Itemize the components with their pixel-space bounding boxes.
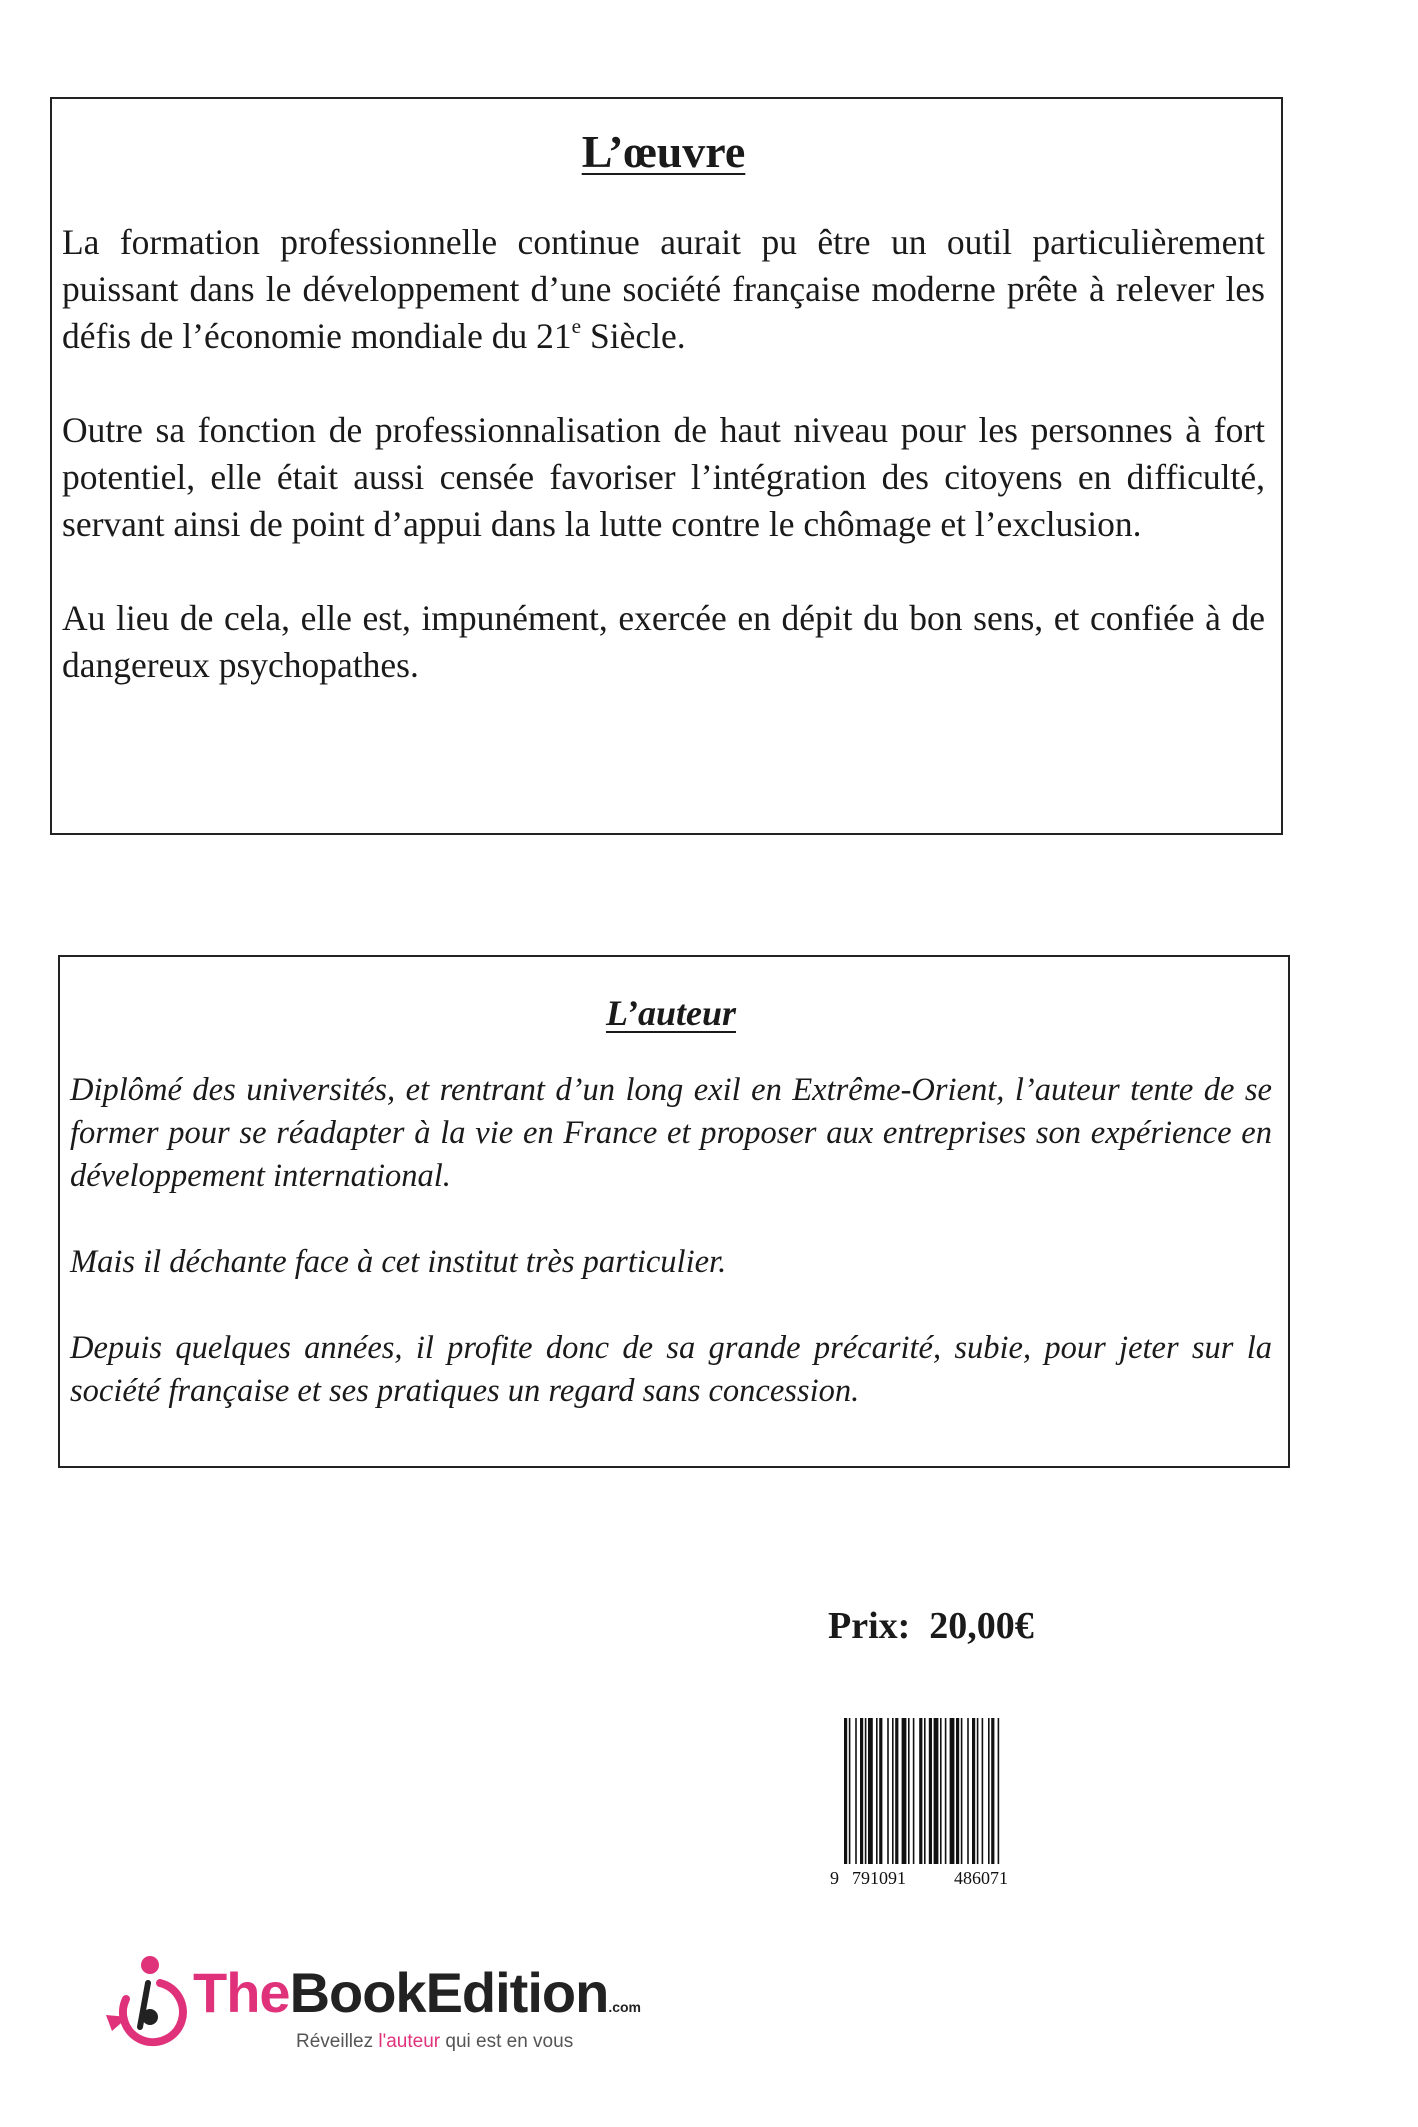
logo-wordmark: [193, 1963, 641, 2037]
barcode-bar: [977, 1718, 979, 1864]
barcode-group-1: 791091: [852, 1868, 906, 1888]
barcode-bar: [991, 1718, 994, 1864]
barcode-bar: [913, 1718, 915, 1864]
logo-the: The: [193, 1961, 290, 2024]
oeuvre-title: L’œuvre: [581, 126, 746, 177]
barcode-bar: [876, 1718, 878, 1864]
isbn-barcode: [830, 1718, 1052, 1888]
barcode-bar: [849, 1718, 851, 1864]
barcode-bar: [919, 1718, 922, 1864]
barcode-bar: [865, 1718, 867, 1864]
barcode-bar: [844, 1718, 847, 1864]
barcode-bar: [940, 1718, 942, 1864]
oeuvre-box: [50, 97, 1283, 835]
barcode-bar: [929, 1718, 932, 1864]
barcode-group-2: 486071: [954, 1868, 1008, 1888]
barcode-bar: [855, 1718, 857, 1864]
barcode-bar: [887, 1718, 889, 1864]
auteur-paragraph-1: Diplômé des universités, et rentrant d’un long exil en Extrême-Orient, l’auteur tente de se former pour se réadapter à la vie en France et proposer aux entreprises son expérience en développement international.: [70, 1072, 1272, 1194]
oeuvre-paragraph-3: Au lieu de cela, elle est, impunément, exercée en dépit du bon sens, et confiée à de dangereux psychopathes.: [62, 598, 1265, 685]
barcode-bar: [908, 1718, 910, 1864]
auteur-paragraph-3: Depuis quelques années, il profite donc de sa grande précarité, subie, pour jeter sur la société française et ses pratiques un regard sans concession.: [70, 1330, 1272, 1409]
logo-bookedition: BookEdition: [289, 1961, 609, 2024]
century-superscript: e: [571, 314, 582, 339]
logo-com: .com: [608, 1999, 641, 2015]
barcode-bar: [895, 1718, 898, 1864]
oeuvre-paragraph-1-text: La formation professionnelle continue aurait pu être un outil particulièrement puissant dans le développement d’une société française moderne prête à relever les défis de l’économie mondiale du 21: [62, 222, 1265, 356]
barcode-bar: [934, 1718, 939, 1864]
barcode-bar: [860, 1718, 863, 1864]
barcode-bars: [844, 1718, 999, 1864]
auteur-title: L’auteur: [605, 993, 737, 1033]
barcode-bar: [892, 1718, 894, 1864]
logo-tagline: [296, 2031, 573, 2053]
oeuvre-paragraph-2: Outre sa fonction de professionnalisation de haut niveau pour les personnes à fort potentiel, elle était aussi censée favoriser l’intégration des citoyens en difficulté, servant ainsi de point d’appui dans la lutte contre le chômage et l’exclusion.: [62, 410, 1265, 544]
barcode-bar: [967, 1718, 969, 1864]
barcode-bar: [956, 1718, 959, 1864]
thebookedition-logo: [98, 1955, 678, 2065]
tagline-highlight: l'auteur: [378, 2031, 441, 2052]
oeuvre-paragraph-1-end: Siècle.: [581, 316, 686, 356]
barcode-bar: [950, 1718, 955, 1864]
price-label: Prix: 20,00€: [828, 1605, 1034, 1647]
tagline-start: Réveillez: [296, 2031, 379, 2052]
barcode-bar: [924, 1718, 926, 1864]
barcode-bar: [868, 1718, 873, 1864]
auteur-box: [58, 955, 1290, 1468]
barcode-bar: [998, 1718, 1000, 1864]
barcode-bar: [902, 1718, 907, 1864]
barcode-bar: [972, 1718, 975, 1864]
barcode-bar: [879, 1718, 882, 1864]
barcode-bar: [982, 1718, 984, 1864]
tagline-end: qui est en vous: [440, 2031, 574, 2052]
barcode-bar: [988, 1718, 990, 1864]
person-circle-logo-icon: [98, 1955, 198, 2065]
auteur-paragraph-2: Mais il déchante face à cet institut très particulier.: [70, 1244, 727, 1280]
barcode-bar: [961, 1718, 963, 1864]
oeuvre-paragraph-1: [62, 219, 1265, 360]
barcode-bar: [945, 1718, 947, 1864]
barcode-digit-1: 9: [830, 1868, 839, 1888]
